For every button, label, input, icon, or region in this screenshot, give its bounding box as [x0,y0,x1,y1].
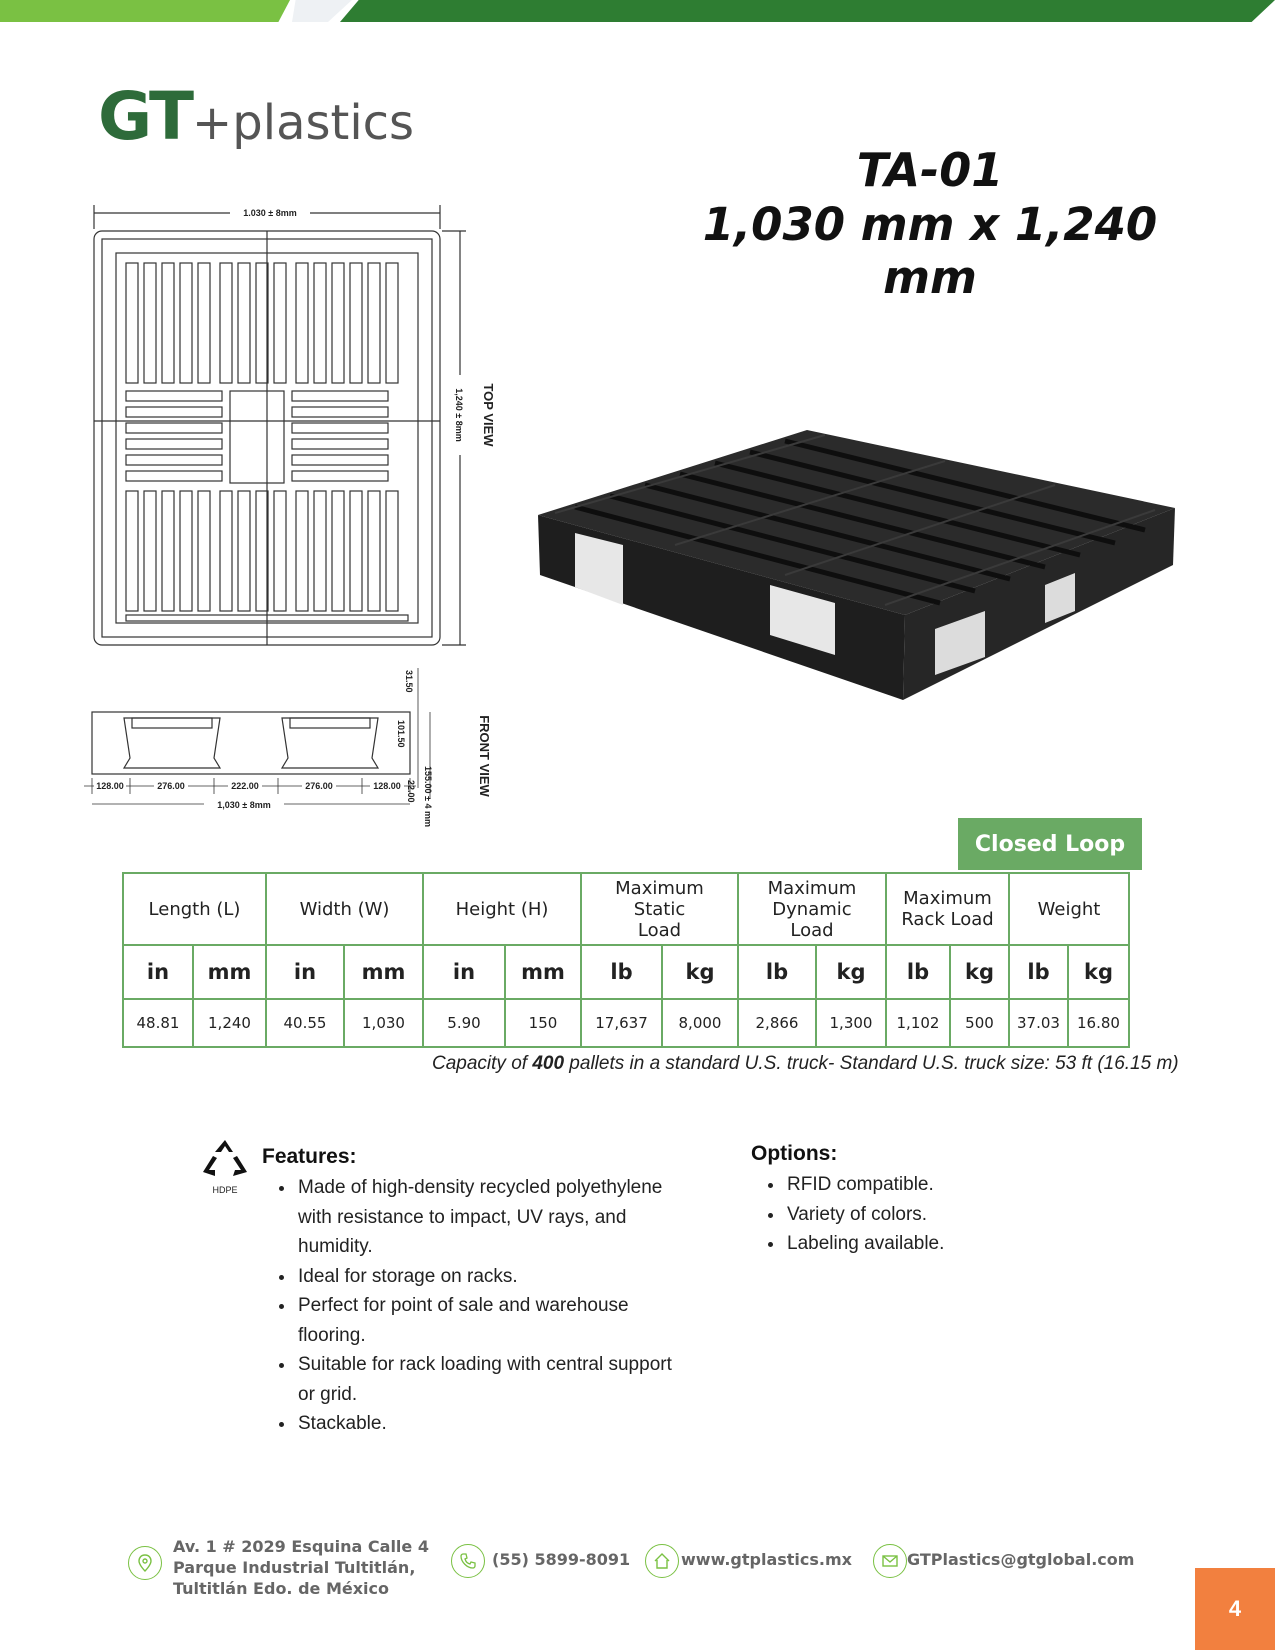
value-cell: 48.81 [123,999,193,1047]
list-item: • Labeling available. [785,1229,1151,1259]
pallet-image [535,425,1185,710]
front-height-2: 101.50 [396,720,406,748]
front-seg-2: 276.00 [157,781,185,791]
header-width: Width (W) [266,873,423,945]
value-cell: 1,030 [344,999,423,1047]
value-cell: 37.03 [1009,999,1068,1047]
value-cell: 1,102 [886,999,950,1047]
value-cell: 5.90 [423,999,505,1047]
footer-address [173,1536,429,1599]
features-list [262,1173,676,1439]
header-height: Height (H) [423,873,581,945]
top-accent-bar-dark [340,0,1275,22]
unit-cell: in [423,945,505,999]
front-height-3: 155.00 ± 4 mm [423,766,433,827]
front-seg-3: 222.00 [231,781,259,791]
footer-phone[interactable]: (55) 5899-8091 [492,1550,631,1569]
unit-cell: in [123,945,193,999]
unit-cell: mm [344,945,423,999]
front-view-drawing [80,668,500,848]
list-item: • Variety of colors. [785,1200,1151,1230]
footer-email[interactable]: GTPlastics@gtglobal.com [907,1550,1135,1569]
brand-logo [98,78,414,155]
logo-plus: + [192,95,233,151]
unit-cell: lb [738,945,816,999]
recycle-icon [200,1138,250,1195]
address-line: Tultitlán Edo. de México [173,1579,390,1598]
front-view-label: FRONT VIEW [477,715,492,797]
table-units-row [123,945,1129,999]
value-cell: 500 [950,999,1009,1047]
capacity-note [432,1053,1179,1075]
value-cell: 1,240 [193,999,266,1047]
unit-cell: lb [1009,945,1068,999]
location-icon [128,1546,162,1580]
top-view-drawing [80,195,510,665]
unit-cell: mm [505,945,581,999]
unit-cell: lb [581,945,662,999]
top-width-dim: 1.030 ± 8mm [243,208,297,218]
value-cell: 2,866 [738,999,816,1047]
top-length-dim: 1,240 ± 8mm [454,388,464,442]
front-seg-5: 128.00 [373,781,401,791]
address-line: Av. 1 # 2029 Esquina Calle 4 [173,1537,429,1556]
header-length: Length (L) [123,873,266,945]
value-cell: 8,000 [662,999,738,1047]
unit-cell: in [266,945,344,999]
front-height-4: 22.00 [406,780,416,803]
logo-plastics: plastics [232,95,415,151]
product-dimensions: 1,030 mm x 1,240 mm [702,198,1158,304]
email-icon [873,1544,907,1578]
list-item: • Stackable. [296,1409,676,1439]
table-values-row [123,999,1129,1047]
header-rack-load: Maximum Rack Load [886,873,1009,945]
list-item: • Made of high-density recycled polyethylene with resistance to impact, UV rays, and humidity. [296,1173,676,1262]
page-number: 4 [1195,1568,1275,1650]
home-icon [645,1544,679,1578]
list-item: • Suitable for rack loading with central support or grid. [296,1350,676,1409]
list-item: • Perfect for point of sale and warehouse flooring. [296,1291,676,1350]
options-title: Options: [751,1142,838,1165]
unit-cell: lb [886,945,950,999]
unit-cell: mm [193,945,266,999]
address-line: Parque Industrial Tultitlán, [173,1558,416,1577]
features-section [262,1145,682,1439]
value-cell: 150 [505,999,581,1047]
header-weight: Weight [1009,873,1129,945]
value-cell: 17,637 [581,999,662,1047]
phone-icon [451,1544,485,1578]
features-title: Features: [262,1145,357,1168]
table-header-row [123,873,1129,945]
capacity-number: 400 [532,1053,565,1074]
front-seg-1: 128.00 [96,781,124,791]
front-height-1: 31.50 [404,670,414,693]
capacity-prefix: Capacity of [432,1053,533,1074]
list-item: • RFID compatible. [785,1170,1151,1200]
unit-cell: kg [662,945,738,999]
hdpe-label: HDPE [212,1185,238,1195]
unit-cell: kg [950,945,1009,999]
closed-loop-badge: Closed Loop [958,818,1142,870]
recycle-symbol [201,1138,249,1180]
spec-table [122,872,1130,1048]
capacity-suffix: pallets in a standard U.S. truck- Standard U.S. truck size: 53 ft (16.15 m) [564,1053,1179,1074]
header-dynamic-load: Maximum Dynamic Load [738,873,886,945]
top-accent-bar-light [0,0,290,22]
options-section [751,1142,1151,1259]
value-cell: 16.80 [1068,999,1129,1047]
header-static-load: Maximum Static Load [581,873,738,945]
value-cell: 1,300 [816,999,886,1047]
front-width-dim: 1,030 ± 8mm [217,800,271,810]
logo-gt: GT [98,78,193,155]
list-item: • Ideal for storage on racks. [296,1262,676,1292]
product-model: TA-01 [856,143,1004,197]
front-seg-4: 276.00 [305,781,333,791]
options-list [751,1170,1151,1259]
value-cell: 40.55 [266,999,344,1047]
unit-cell: kg [816,945,886,999]
top-view-label: TOP VIEW [481,383,496,447]
unit-cell: kg [1068,945,1129,999]
footer-website[interactable]: www.gtplastics.mx [681,1550,852,1569]
